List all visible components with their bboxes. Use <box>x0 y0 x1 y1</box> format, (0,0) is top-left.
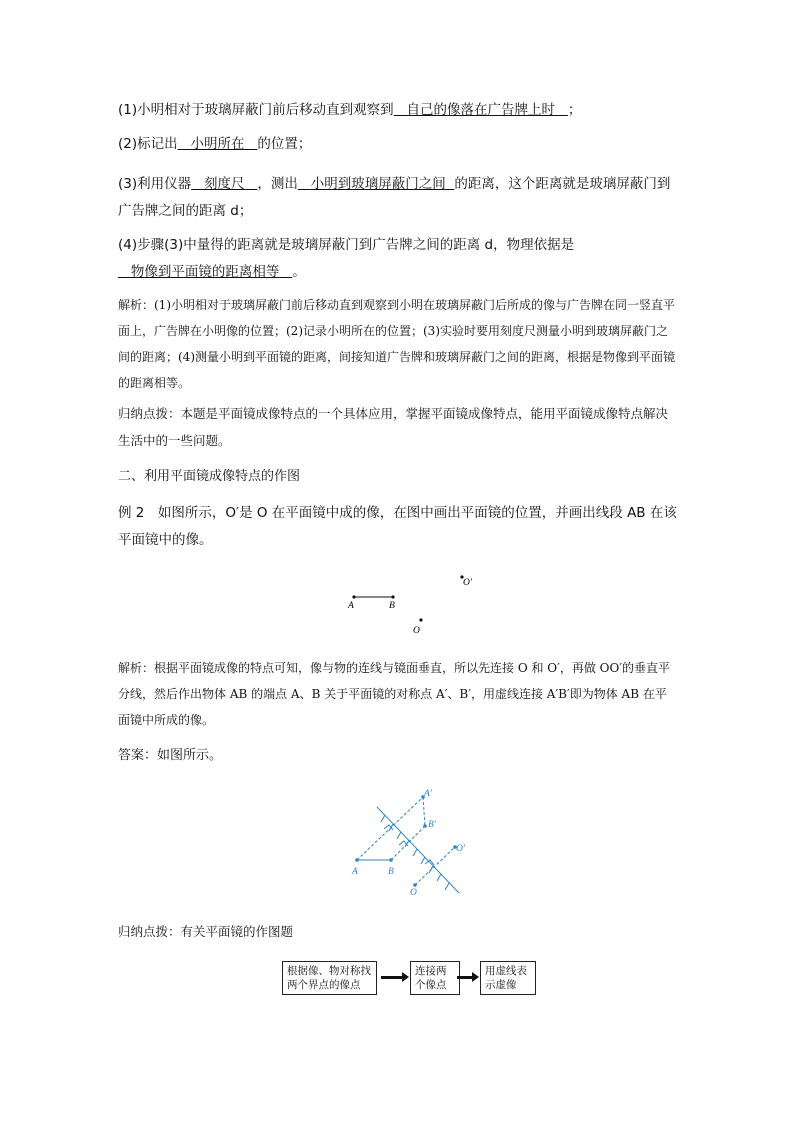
dashed-a-a-prime <box>357 797 423 860</box>
label-o-prime: O′ <box>463 578 472 588</box>
example-2: 例 2 如图所示，O′是 O 在平面镜中成的像，在图中画出平面镜的位置，并画出线段 AB 在该平面镜中的像。 <box>118 505 677 548</box>
flow-box-find-image-points: 根据像、物对称找 两个界点的像点 <box>282 961 377 995</box>
point-o <box>413 883 417 887</box>
analysis-2: 解析：根据平面镜成像的特点可知，像与物的连线与镜面垂直，所以先连接 O 和 O′，再做 OO′的垂直平分线，然后作出物体 AB 的端点 A、B 关于平面镜的对称点 A′、B′，用虚线连接 A′B′即为物体 AB 在平面镜中所成的像。 <box>118 661 671 727</box>
flow-arrow-2 <box>457 976 473 979</box>
flow-box-connect-points: 连接两 个像点 <box>410 961 460 995</box>
label-b: B <box>388 867 394 877</box>
step-2: (2)标记出 小明所在 的位置； <box>118 136 312 152</box>
point-b <box>391 595 394 598</box>
label-o-prime: O′ <box>456 844 465 854</box>
step-1: (1)小明相对于玻璃屏蔽门前后移动直到观察到 自己的像落在广告牌上时 ； <box>118 102 582 118</box>
label-b-prime: B′ <box>428 820 436 830</box>
flow-arrow-1 <box>381 976 403 979</box>
step-1-text: (1)小明相对于玻璃屏蔽门前后移动直到观察到 <box>118 102 394 118</box>
label-a-prime: A′ <box>424 789 432 799</box>
label-a: A <box>348 601 354 611</box>
summary-2: 归纳点拨：有关平面镜的作图题 <box>118 924 294 939</box>
step-3: (3)利用仪器 刻度尺 ，测出 小明到玻璃屏蔽门之间 的距离，这个距离就是玻璃屏蔽门到广告牌之间的距离 d； <box>118 176 671 219</box>
label-b: B <box>389 601 395 611</box>
flow-box-dashed-virtual-image: 用虚线表 示虚像 <box>480 961 536 995</box>
dashed-b-b-prime <box>391 826 425 860</box>
analysis-1: 解析：(1)小明相对于玻璃屏蔽门前后移动直到观察到小明在玻璃屏蔽门后所成的像与广告牌在同一竖直平面上，广告牌在小明像的位置；(2)记录小明所在的位置；(3)实验时要用刻度尺测量小明到玻璃屏蔽门之间的距离；(4)测量小明到平面镜的距离，间接知道广告牌和玻璃屏蔽门之间的距离，根据是物像到平面镜的距离相等。 <box>118 298 676 390</box>
step-4-blank: 物像到平面镜的距离相等 <box>130 264 280 280</box>
label-a: A <box>352 867 358 877</box>
point-o <box>419 618 422 621</box>
mirror-hatch <box>381 815 449 890</box>
section-title: 二、利用平面镜成像特点的作图 <box>118 469 301 484</box>
label-o: O <box>410 888 417 898</box>
step-4: (4)步骤(3)中量得的距离就是玻璃屏蔽门到广告牌之间的距离 d，物理依据是 物像到平面镜的距离相等 。 <box>118 237 575 280</box>
point-a <box>355 858 359 862</box>
point-b-prime <box>423 824 427 828</box>
dashed-a-prime-b-prime <box>423 797 425 826</box>
step-2-blank: 小明所在 <box>190 136 245 152</box>
mirror-line <box>377 807 459 893</box>
summary-1: 归纳点拨：本题是平面镜成像特点的一个具体应用，掌握平面镜成像特点，能用平面镜成像特点解决生活中的一些问题。 <box>118 406 669 448</box>
figure-2 <box>343 785 477 901</box>
point-b <box>389 858 393 862</box>
point-a <box>352 595 355 598</box>
figure-1 <box>330 568 490 643</box>
step-3-blank-instrument: 刻度尺 <box>204 176 245 192</box>
step-1-blank: 自己的像落在广告牌上时 <box>406 102 555 118</box>
label-o: O <box>413 626 420 636</box>
step-3-blank-distance: 小明到玻璃屏蔽门之间 <box>310 176 446 192</box>
answer: 答案：如图所示。 <box>118 748 223 763</box>
